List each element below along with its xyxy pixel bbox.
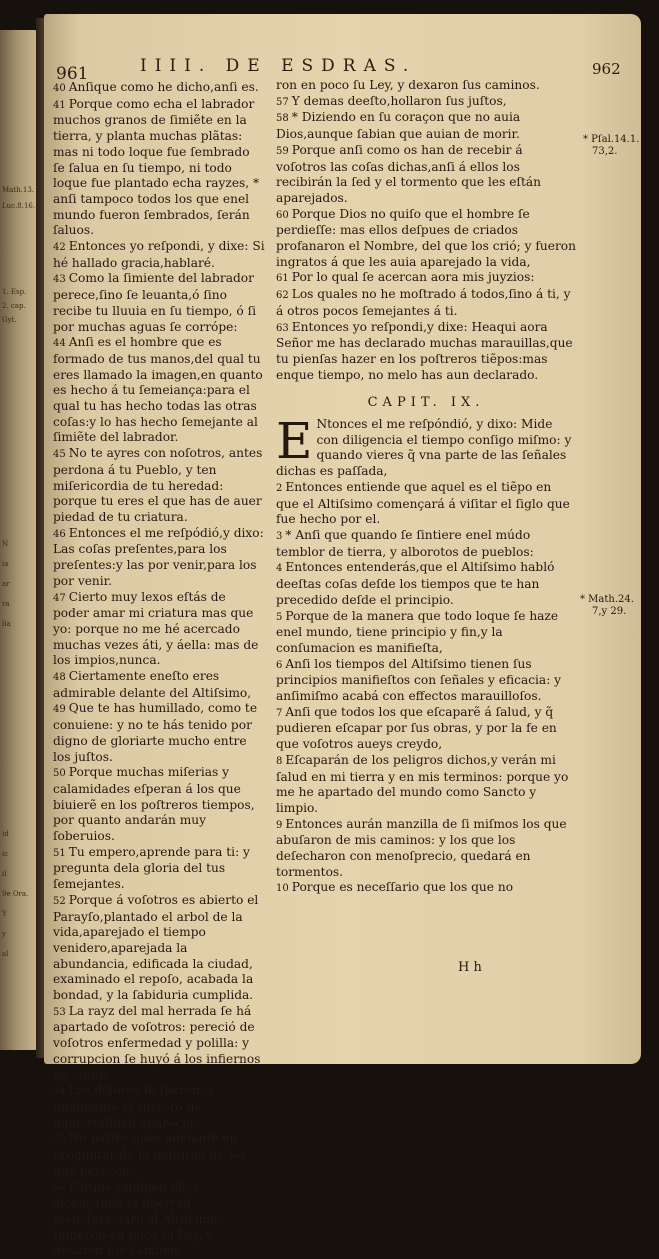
verse-number: 40 (53, 83, 66, 94)
verse-text: Anſi es el hombre que es formado de tus manos,del qual tu eres llamado la imagen,en quanto es hecho á tu ſemeiança:para el qual tu has hecho todas las otras coſas:y lo has hecho ſemejante al ſimiẽte del labrador. (53, 335, 263, 445)
verse-number: 6 (276, 659, 283, 671)
verse-text: Anſi los tiempos del Altiſsimo tienen ſus principios manifieſtos con ſeñales y eficacia: y anſimiſmo acabá con effectos marauilloſos. (276, 656, 562, 704)
catchword: H h (458, 960, 482, 975)
left-margin-fragment: N (2, 540, 9, 548)
verse-text: Porque es neceſſario que los que no (291, 880, 514, 895)
margin-note-psalm: * Pſal.14.1. (583, 134, 640, 145)
left-margin-fragment: lia (2, 620, 11, 628)
verse (276, 705, 576, 753)
verse-number: 52 (53, 895, 66, 907)
verse (53, 893, 265, 1004)
verse-text: Por lo qual ſe acercan aora mis juyzios: (291, 270, 535, 285)
verse-number: 58 (276, 113, 289, 125)
verse-number: 43 (53, 274, 66, 286)
verse-number: 41 (53, 99, 66, 111)
left-margin-fragment: il (2, 870, 7, 878)
verse (53, 1180, 265, 1259)
verse-number: 60 (276, 209, 289, 221)
verse (53, 1131, 265, 1179)
verse (53, 526, 265, 590)
verse-text: Entonces entenderás,que el Altiſsimo habló deeſtas coſas deſde los tiempos que te han precedido deſde el principio. (276, 560, 555, 607)
verse (276, 270, 576, 287)
left-margin-fragment: 1. Esp. (2, 288, 27, 296)
left-margin-fragment: al (2, 950, 9, 958)
right-column (276, 78, 576, 897)
verse (276, 207, 576, 271)
verse-number: 45 (53, 449, 66, 461)
verse-number: 57 (276, 96, 289, 108)
verse-number: 10 (276, 883, 289, 895)
verse-number: 44 (53, 338, 66, 350)
left-margin-fragment: ar (2, 580, 10, 588)
left-margin-fragment: Gyt. (2, 316, 17, 324)
verse (53, 590, 265, 670)
verse-number: 3 (276, 530, 283, 542)
verse-text: Los dolores ſe fueron, y finalmente el theſoro de immortalidad apareció. (53, 1083, 215, 1130)
right-column-verses-top (276, 78, 576, 383)
verse-number: 50 (53, 768, 66, 780)
verse-text: Porque anſi como os han de recebir á voſotros las coſas dichas,anſi á ellos los recibirán la ſed y el tormento que les eſtán aparejados. (276, 142, 541, 205)
drop-cap: E (276, 412, 313, 471)
verse-text: Ciertamente eneſto eres admirable delante del Altiſsimo, (53, 669, 252, 700)
verse-number: 8 (276, 755, 283, 767)
verse-number: 55 (53, 1134, 66, 1146)
left-margin-fragment: ic (2, 850, 9, 858)
verse-text: Eſcaparán de los peligros dichos,y verán mi ſalud en mi tierra y en mis terminos: porque yo me he apartado del mundo como Sancto y limpio. (276, 752, 569, 815)
verse (53, 446, 265, 526)
verse-text: Entonces yo reſpondi, y dixe: Si hé hallado gracia,hablaré. (53, 239, 265, 270)
verse (276, 94, 576, 111)
verse (53, 271, 265, 335)
verse (53, 97, 265, 239)
verse (53, 765, 265, 845)
chapter-heading: CAPIT. IX. (367, 395, 485, 411)
verse-text: Porque tambien ellos alcançando la libertad menoſpreciaró al Altiſsimo, tuuieron en poco ſu Ley, y dexaron ſus caminos. (53, 1179, 222, 1258)
verse (276, 78, 576, 94)
verse (276, 320, 576, 384)
left-margin-fragment: id (2, 830, 9, 838)
verse-number: 47 (53, 592, 66, 604)
verse-number: 51 (53, 847, 66, 859)
verse-number: 49 (53, 704, 66, 716)
verse-number: 4 (276, 563, 283, 575)
verse-text: Porque de la manera que todo loque ſe haze enel mundo, tiene principio y fin,y la conſumacion es manifieſta, (276, 608, 559, 655)
verse (53, 80, 265, 97)
left-margin-fragment: Luc.8.16. (2, 202, 36, 210)
verse-text: Entonces yo reſpondi,y dixe: Heaqui aora Señor me has declarado muchas marauillas,que tu pienſas hazer en los poſtreros tiẽpos:mas enque tiempo, no melo has aun declarado. (276, 319, 573, 382)
verse-text: Entonces aurán manzilla de ſi miſmos los que abuſaron de mis caminos: y los que los deſecharon con menoſprecio, quedará en tormentos. (276, 816, 567, 879)
verse-text: No te ayres con noſotros, antes perdona á tu Pueblo, y ten miſericordia de tu heredad: porque tu eres el que has de auer piedad de tu criatura. (53, 446, 263, 524)
right-folio: 962 (592, 60, 621, 78)
verse (276, 110, 576, 142)
margin-note-matthew-cont: 7,y 29. (592, 606, 627, 617)
left-folio: 961 (56, 64, 89, 84)
left-column (53, 80, 265, 1259)
verse-text: Porque Dios no quiſo que el hombre ſe perdieſſe: mas ellos deſpues de criados profanaron el Nombre, del que los crió; y fueron ingratos á que les auia aparejado la vida, (276, 206, 576, 269)
verse-text: Como la ſimiente del labrador perece,ſino ſe leuanta,ó ſino recibe tu lluuia en ſu tiempo, ó ſi por muchas aguas ſe corrópe: (53, 271, 257, 334)
verse (276, 480, 576, 528)
left-margin-fragment: y (2, 930, 6, 938)
verse-number: 56 (53, 1182, 66, 1194)
verse-number: 5 (276, 611, 283, 623)
margin-note-psalm-cont: 73,2. (592, 146, 618, 157)
verse-text: Los quales no he moſtrado á todos,ſino á ti, y á otros pocos ſemejantes á ti. (276, 287, 571, 318)
verse-text: ron en poco ſu Ley, y dexaron ſus caminos. (276, 78, 540, 92)
verse-number: 2 (276, 482, 283, 494)
verse (276, 753, 576, 817)
verse-number: 54 (53, 1086, 66, 1098)
left-margin-fragment: 9e Ora. (2, 890, 29, 898)
verse (276, 287, 576, 319)
verse-number: 63 (276, 322, 289, 334)
right-column-verses-bottom (276, 480, 576, 897)
verse-number: 62 (276, 290, 289, 302)
verse (53, 335, 265, 446)
verse (53, 1004, 265, 1084)
left-margin-fragment: Math.13. (2, 186, 35, 194)
verse-text: Tu empero,aprende para ti: y pregunta dela gloria del tus ſemejantes. (53, 844, 250, 892)
verse-text: Que te has humillado, como te conuiene: y no te hás tenido por digno de gloriarte mucho entre los juſtos. (53, 701, 258, 764)
verse (53, 669, 265, 701)
verse-text: Porque á voſotros es abierto el Parayſo,plantado el arbol de la vida,aparejado el tiempo venidero,aparejada la abundancia, edificada la ciudad, examinado el repoſo, acabada la bondad, y la ſabiduria cumplida. (53, 892, 259, 1003)
verse-number: 42 (53, 242, 66, 254)
margin-note-matthew: * Math.24. (580, 594, 634, 605)
verse-text: Anſi que todos los que eſcaparẽ á ſalud, y q̃ pudieren eſcapar por ſus obras, y por la fe en que voſotros aueys creydo, (276, 704, 557, 752)
verse (276, 817, 576, 881)
verse-number: 48 (53, 672, 66, 684)
verse (276, 528, 576, 560)
verse-text: La rayz del mal herrada ſe há apartado de voſotros: pereció de voſotros enfermedad y polilla: y corrupcion ſe huyó á los infiernos en oluido. (53, 1003, 261, 1082)
verse-text: Entonces entiende que aquel es el tiẽpo en que el Altiſsimo començará á viſitar el ſiglo que fue hecho por el. (276, 479, 570, 527)
verse-number: 53 (53, 1006, 66, 1018)
chapter-first-text: Ntonces el me reſpóndió, y dixo: Mide con diligencia el tiempo conſigo miſmo: y quando vieres q̃ vna parte de las ſeñales dichas es paſſada, (276, 417, 572, 479)
verse (53, 239, 265, 271)
verse (276, 560, 576, 608)
verse (53, 1083, 265, 1131)
verse-text: Y demas deeſto,hollaron ſus juſtos, (291, 93, 507, 108)
verse-number: 59 (276, 145, 289, 157)
verse (276, 609, 576, 657)
verse-number: 46 (53, 528, 66, 540)
left-margin-fragment: ra (2, 600, 10, 608)
verse (53, 845, 265, 893)
verse-text: Porque como echa el labrador muchos granos de ſimiẽte en la tierra, y planta muchas plãtas: mas ni todo loque fue ſembrado ſe ſalua en ſu tiempo, ni todo loque fue plantado echa rayzes, * anſi tampoco todos los que enel mundo fueron ſembrados, ſerán ſaluos. (53, 96, 260, 238)
left-margin-fragment: ia (2, 560, 9, 568)
verse-text: No paſſes pues adelante en preguntar de la multitud de los que perecen: (53, 1131, 247, 1178)
verse (276, 657, 576, 705)
left-margin-fragment: 2. cap. (2, 302, 26, 310)
verse (53, 701, 265, 765)
verse-text: Cierto muy lexos eſtás de poder amar mi criatura mas que yo: porque no me hé acercado muchas vezes áti, y áella: mas de los impios,nunca. (53, 589, 259, 668)
verse (276, 143, 576, 207)
verse-number: 61 (276, 273, 289, 285)
verse-text: * Anſi que quando ſe ſintiere enel múdo temblor de tierra, y alborotos de pueblos: (276, 527, 534, 559)
verse-text: Porque muchas miſerias y calamidades eſperan á los que biuierẽ en los poſtreros tiempos, por quanto andarán muy ſoberuios. (53, 765, 255, 844)
verse-text: * Diziendo en ſu coraçon que no auia Dios,aunque ſabian que auian de morir. (276, 110, 521, 142)
chapter-first-verse (276, 412, 576, 480)
verse (276, 880, 576, 897)
verse-text: Anſique como he dicho,anſi es. (68, 80, 259, 94)
left-margin-fragment: Y (2, 910, 7, 918)
running-title: IIII. DE ESDRAS. (140, 56, 417, 76)
verse-number: 7 (276, 707, 283, 719)
verse-number: 9 (276, 819, 283, 831)
verse-text: Entonces el me reſpódió,y dixo: Las coſas preſentes,para los preſentes:y las por venir,para los por venir. (53, 525, 264, 588)
